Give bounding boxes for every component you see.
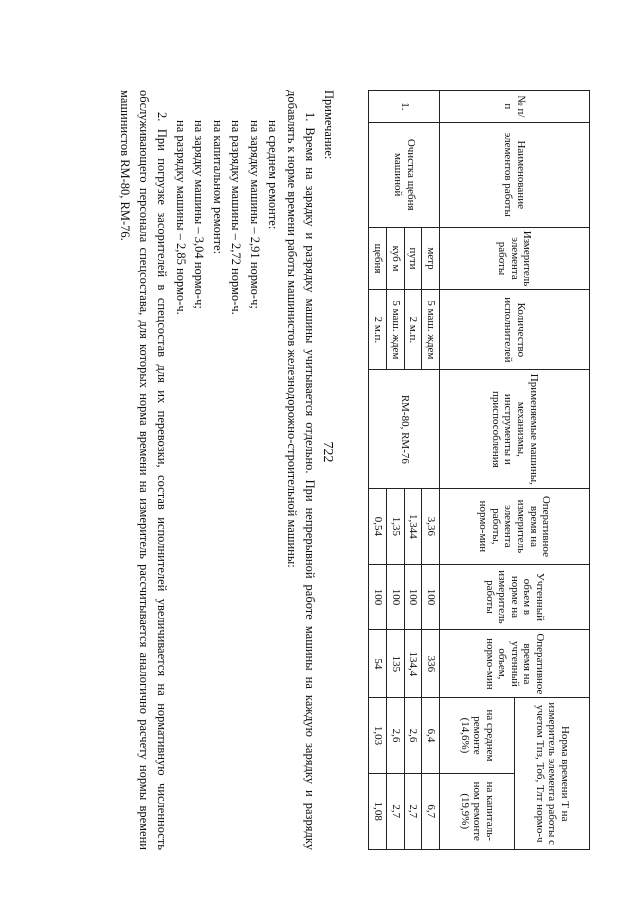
header-norm-mid: на среднем ремонте (14,6%)	[440, 698, 515, 773]
cell-name: Очистка щебня машиной	[369, 122, 440, 227]
cell-norm-cap: 2,7	[404, 773, 422, 850]
mid-discharge: на разрядку машины – 2,72 нормо-ч.	[229, 120, 244, 315]
cell-share: 100	[404, 564, 422, 630]
header-machines: Применяемые машины, механизмы, инструменты и приспособления	[440, 370, 590, 489]
cell-norm-cap: 1,08	[369, 773, 387, 850]
cell-unit: куб м	[387, 227, 405, 290]
notes-section	[116, 90, 338, 850]
notes-title: Примечание:	[322, 90, 336, 160]
rotated-page-content	[100, 70, 600, 860]
cell-op-time-unit: 3,36	[422, 489, 440, 564]
cell-norm-mid: 1,03	[369, 698, 387, 773]
note-2: 2. При погрузке засорителей в спецсостав для их перевозки, состав исполнителей увеличивается на нормативную численность обслуживающего персонала спецсостава, для которых норма времени на измеритель рассчитывается аналогично расчету нормы времени машинистов RM-80, RM-76.	[118, 90, 170, 850]
header-name: Наименование элементов работы	[440, 122, 590, 227]
norm-table	[368, 90, 590, 850]
cell-unit: щебня	[369, 227, 387, 290]
cell-workers: 2 м.п.	[404, 290, 422, 370]
cell-num: 1.	[369, 91, 440, 123]
header-num: № п/п	[440, 91, 590, 123]
header-workers: Количество исполнителей	[440, 290, 590, 370]
header-norm-group: Норма времени Т на измеритель элемента работы с учетом Тпз, Тоб, Тлт нормо-ч	[515, 698, 590, 850]
cell-norm-mid: 2,6	[404, 698, 422, 773]
header-share: Учтенный объем в норме на измеритель работы	[440, 564, 590, 630]
cap-discharge: на разрядку машины – 2,85 нормо-ч.	[174, 120, 188, 315]
cell-machines: RM-80, RM-76	[369, 370, 440, 489]
cell-op-time-unit: 1,344	[404, 489, 422, 564]
cell-workers: 5 маш. ждем	[387, 290, 405, 370]
header-op-time-share: Оперативное время на учтенный объем, нормо-мин	[440, 630, 590, 698]
cell-workers: 5 маш. ждем	[422, 290, 440, 370]
cell-norm-cap: 6,7	[422, 773, 440, 850]
cell-share: 100	[387, 564, 405, 630]
header-op-time-unit: Оперативное время на измеритель элемента работы, нормо-мин	[440, 489, 590, 564]
cell-op-time-unit: 1,35	[387, 489, 405, 564]
header-norm-cap: на капиталь-ном ремонте (19,9%)	[440, 773, 515, 850]
cell-norm-cap: 2,7	[387, 773, 405, 850]
cell-norm-mid: 6,4	[422, 698, 440, 773]
cell-share: 100	[422, 564, 440, 630]
header-unit: Измеритель элемента работы	[440, 227, 590, 290]
cell-op-time-share: 134,4	[404, 630, 422, 698]
mid-charge: на зарядку машины – 2,91 нормо-ч;	[248, 120, 262, 309]
cap-repair-title: на капитальном ремонте:	[211, 120, 225, 255]
cell-workers: 2 м.п.	[369, 290, 387, 370]
cell-unit: пути	[404, 227, 422, 290]
note-1: 1. Время на зарядку и разрядку машины учитывается отдельно. При непрерывной работе машины на каждую зарядку и разрядку добавлять к норме времени работы машинистов железнодорожно-строительной машины:	[285, 90, 318, 850]
cell-op-time-share: 135	[387, 630, 405, 698]
cell-norm-mid: 2,6	[387, 698, 405, 773]
cell-op-time-unit: 0,54	[369, 489, 387, 564]
table-row	[422, 91, 440, 850]
cell-op-time-share: 54	[369, 630, 387, 698]
cell-share: 100	[369, 564, 387, 630]
cell-op-time-share: 336	[422, 630, 440, 698]
cell-unit: метр	[422, 227, 440, 290]
cap-charge: на зарядку машины – 3,04 нормо-ч;	[192, 120, 207, 309]
page-number: 722	[320, 441, 335, 463]
mid-repair-title: на среднем ремонте:	[266, 120, 281, 230]
